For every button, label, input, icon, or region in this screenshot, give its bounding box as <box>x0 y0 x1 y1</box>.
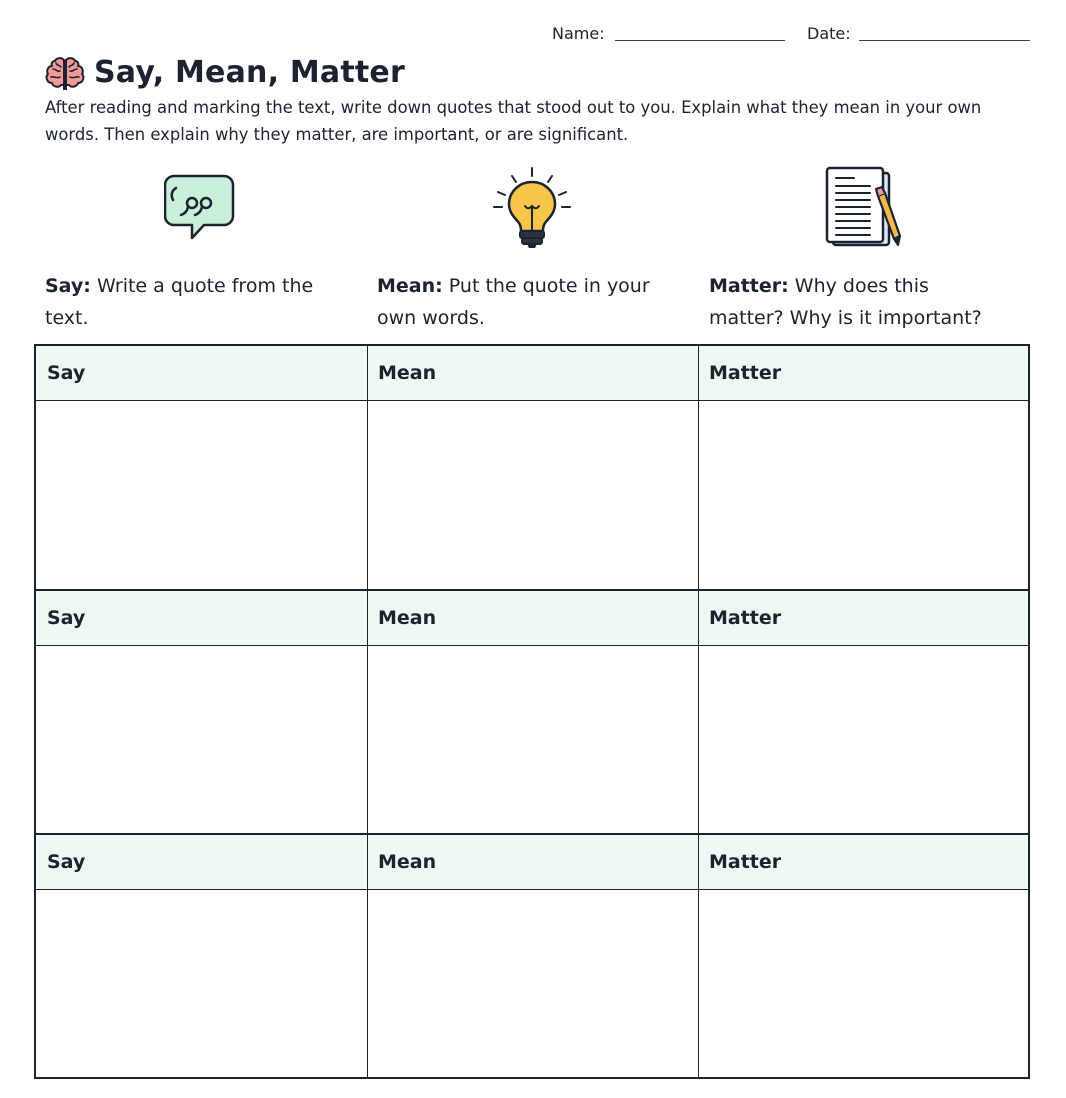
say-header: Say <box>36 591 367 646</box>
matter-answer-cell[interactable] <box>698 401 1028 589</box>
lightbulb-icon <box>492 166 572 250</box>
mean-header: Mean <box>367 346 698 401</box>
speech-bubble-quote-icon <box>164 174 236 242</box>
matter-answer-cell[interactable] <box>698 646 1028 833</box>
mean-header: Mean <box>367 835 698 890</box>
mean-answer-cell[interactable] <box>367 646 698 833</box>
brain-icon <box>44 52 86 92</box>
notepad-pencil-icon <box>824 166 904 248</box>
mean-header: Mean <box>367 591 698 646</box>
date-field[interactable] <box>859 40 1030 41</box>
say-description-text: Write a quote from the text. <box>45 275 314 329</box>
say-header: Say <box>36 835 367 890</box>
matter-description-text: Why does this matter? Why is it important? <box>709 275 982 329</box>
column-divider <box>698 346 699 1077</box>
say-answer-cell[interactable] <box>36 646 367 833</box>
mean-answer-cell[interactable] <box>367 890 698 1077</box>
header-fields <box>552 24 1030 46</box>
say-term: Say: <box>45 275 91 297</box>
say-header: Say <box>36 346 367 401</box>
matter-header: Matter <box>698 835 1028 890</box>
say-answer-cell[interactable] <box>36 401 367 589</box>
mean-term: Mean: <box>377 275 443 297</box>
say-answer-cell[interactable] <box>36 890 367 1077</box>
say-description <box>45 270 345 334</box>
column-divider <box>367 346 368 1077</box>
page-title: Say, Mean, Matter <box>94 54 405 90</box>
instructions: After reading and marking the text, write down quotes that stood out to you. Explain what they mean in your own words. Then explain why they matter, are important, or are significant. <box>45 98 982 144</box>
mean-description-text: Put the quote in your own words. <box>377 275 650 329</box>
date-label: Date: <box>807 24 851 43</box>
matter-description <box>709 270 1009 334</box>
mean-description <box>377 270 677 334</box>
name-field[interactable] <box>615 40 785 41</box>
matter-answer-cell[interactable] <box>698 890 1028 1077</box>
worksheet-table <box>34 344 1030 1079</box>
mean-answer-cell[interactable] <box>367 401 698 589</box>
name-label: Name: <box>552 24 605 43</box>
matter-term: Matter: <box>709 275 789 297</box>
title-row <box>44 52 405 92</box>
matter-header: Matter <box>698 346 1028 401</box>
matter-header: Matter <box>698 591 1028 646</box>
